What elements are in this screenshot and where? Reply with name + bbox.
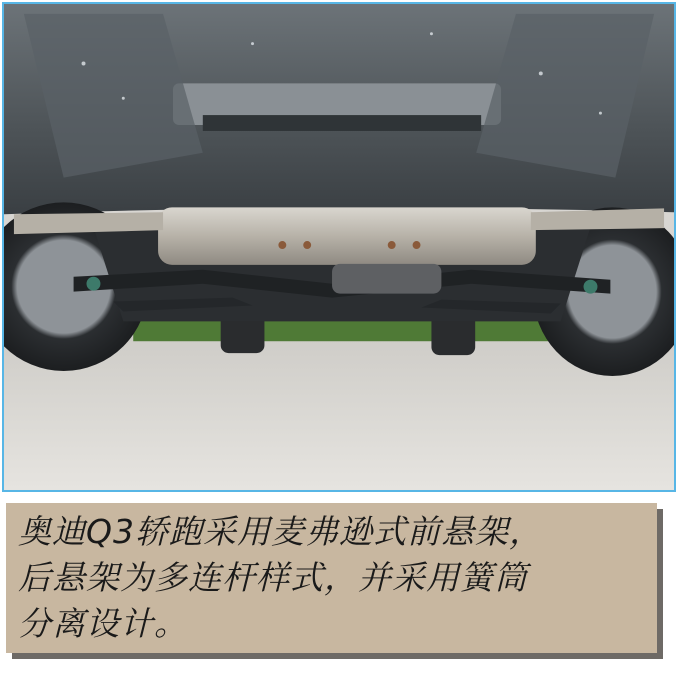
photo-frame (2, 2, 676, 492)
caption-box (6, 503, 657, 653)
muffler (158, 207, 536, 265)
caption-line-3: 分离设计。 (18, 604, 188, 643)
caption-line-1: 奥迪Q3轿跑采用麦弗逊式前悬架， (18, 512, 543, 551)
underbody-photo (4, 4, 674, 490)
caption-line-2: 后悬架为多连杆样式，并采用簧筒 (18, 558, 528, 597)
